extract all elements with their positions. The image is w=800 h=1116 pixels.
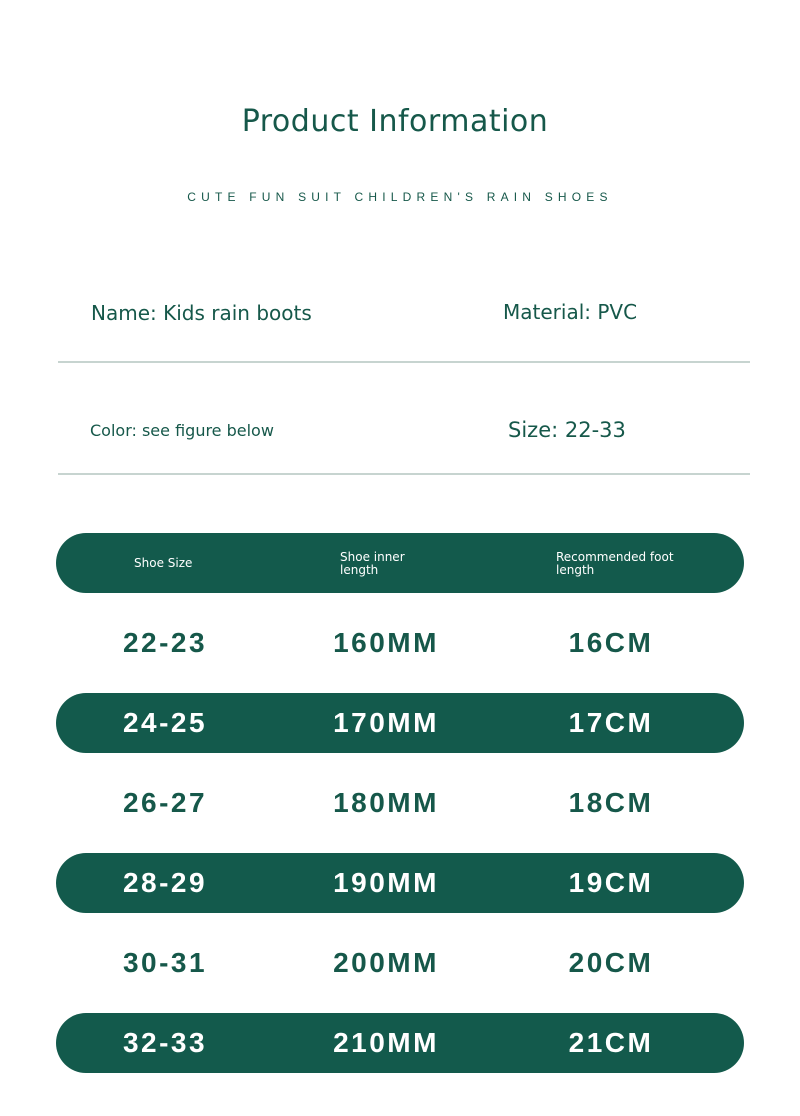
header-foot-length-line1: Recommended foot: [556, 550, 674, 564]
header-foot-length-line2: length: [556, 563, 595, 577]
cell-shoe-size: 30-31: [122, 947, 208, 978]
table-row: [56, 933, 744, 993]
divider: [58, 473, 750, 475]
product-material: Material: PVC: [503, 300, 638, 324]
page-subtitle: CUTE FUN SUIT CHILDREN'S RAIN SHOES: [187, 190, 613, 204]
cell-shoe-size: 22-23: [122, 627, 208, 658]
header-shoe-size: [134, 557, 192, 570]
header-inner-length-line2: length: [340, 563, 379, 577]
table-row: [56, 853, 744, 913]
cell-inner-length: 190MM: [333, 867, 439, 898]
product-color: Color: see figure below: [90, 421, 274, 440]
cell-shoe-size: 28-29: [122, 867, 208, 898]
table-row: [56, 773, 744, 833]
header-inner-length: [340, 551, 440, 577]
cell-foot-length: 17CM: [568, 707, 654, 738]
header-inner-length-line1: Shoe inner: [340, 550, 405, 564]
table-row: [56, 613, 744, 673]
header-shoe-size-label: Shoe Size: [134, 556, 193, 570]
product-size: Size: 22-33: [508, 418, 626, 442]
page-title: Product Information: [241, 104, 549, 139]
cell-foot-length: 21CM: [568, 1027, 654, 1058]
header-foot-length: [556, 551, 686, 577]
size-chart-table: [56, 533, 744, 1073]
product-name: Name: Kids rain boots: [91, 301, 312, 325]
cell-foot-length: 16CM: [568, 627, 654, 658]
divider: [58, 361, 750, 363]
cell-inner-length: 180MM: [333, 787, 439, 818]
cell-inner-length: 170MM: [333, 707, 439, 738]
cell-foot-length: 20CM: [568, 947, 654, 978]
cell-inner-length: 210MM: [333, 1027, 439, 1058]
cell-shoe-size: 32-33: [122, 1027, 208, 1058]
cell-inner-length: 160MM: [333, 627, 439, 658]
cell-shoe-size: 26-27: [122, 787, 208, 818]
cell-shoe-size: 24-25: [122, 707, 208, 738]
table-row: [56, 1013, 744, 1073]
table-row: [56, 693, 744, 753]
cell-foot-length: 19CM: [568, 867, 654, 898]
cell-inner-length: 200MM: [333, 947, 439, 978]
cell-foot-length: 18CM: [568, 787, 654, 818]
table-header: [56, 533, 744, 593]
